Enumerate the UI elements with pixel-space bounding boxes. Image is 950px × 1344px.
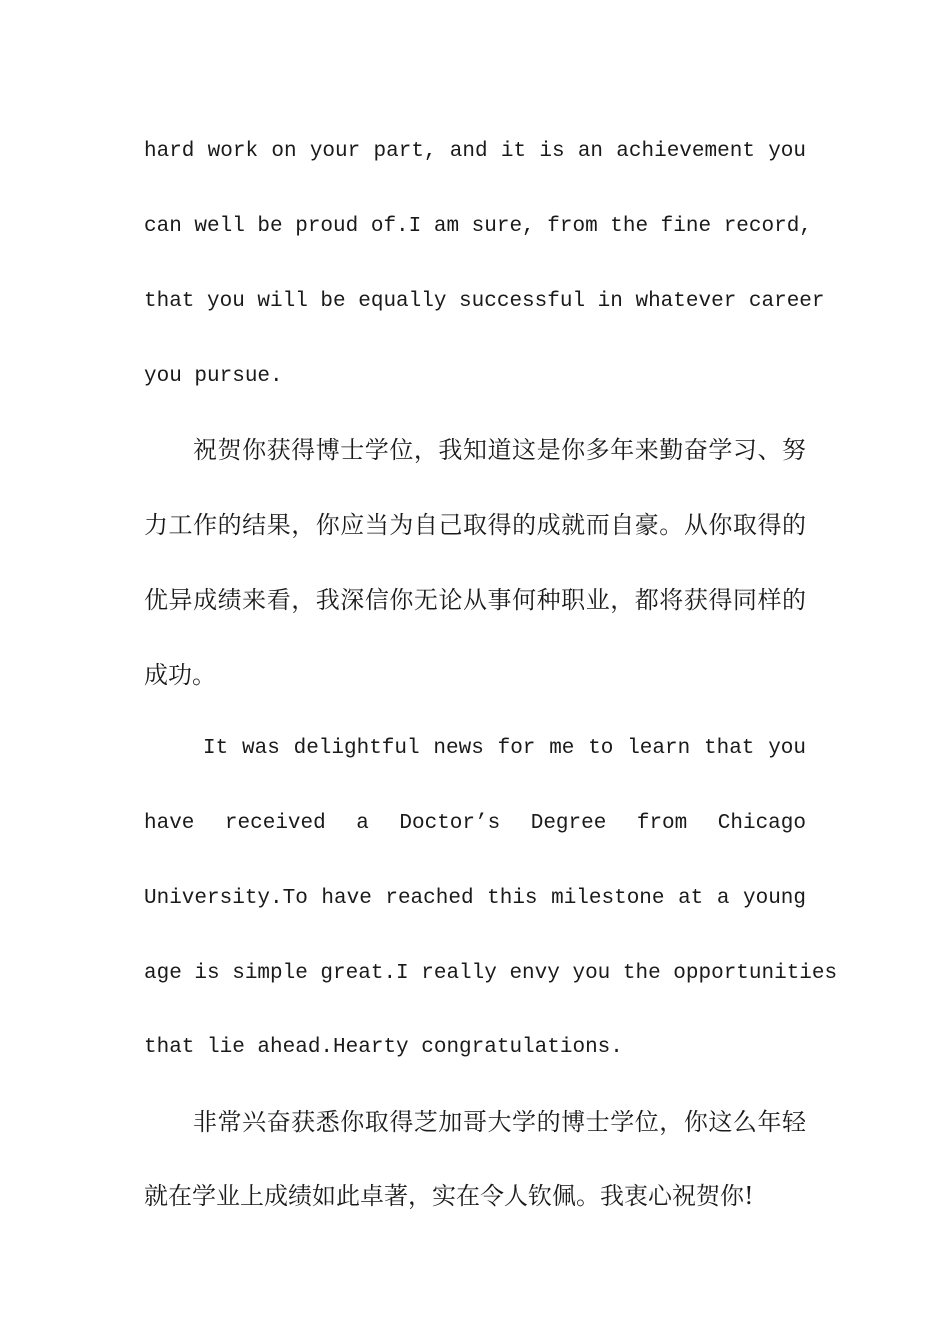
paragraph-1-line-2: can well be proud of.I am sure, from the fine record,: [144, 215, 812, 238]
paragraph-3-line-1: It was delightful news for me to learn that you: [203, 737, 806, 760]
paragraph-2-line-3: 优异成绩来看，我深信你无论从事何种职业，都将获得同样的: [144, 586, 806, 614]
paragraph-4-line-1: 非常兴奋获悉你取得芝加哥大学的博士学位，你这么年轻: [193, 1108, 806, 1136]
paragraph-1-line-3: that you will be equally successful in whatever career: [144, 290, 825, 313]
paragraph-3-line-5: that lie ahead.Hearty congratulations.: [144, 1036, 623, 1059]
paragraph-3-line-4: age is simple great.I really envy you the opportunities: [144, 962, 838, 985]
paragraph-3-line-2: have received a Doctor’s Degree from Chicago: [144, 812, 806, 835]
paragraph-4-line-2: 就在学业上成绩如此卓著，实在令人钦佩。我衷心祝贺你!: [144, 1182, 754, 1210]
paragraph-2-line-2: 力工作的结果，你应当为自己取得的成就而自豪。从你取得的: [144, 511, 806, 539]
paragraph-3-line-3: University.To have reached this milestone at a young: [144, 887, 806, 910]
paragraph-1-line-4: you pursue.: [144, 365, 283, 388]
paragraph-1-line-1: hard work on your part, and it is an achievement you: [144, 140, 806, 163]
paragraph-2-line-4: 成功。: [144, 661, 216, 689]
paragraph-2-line-1: 祝贺你获得博士学位，我知道这是你多年来勤奋学习、努: [193, 436, 806, 464]
